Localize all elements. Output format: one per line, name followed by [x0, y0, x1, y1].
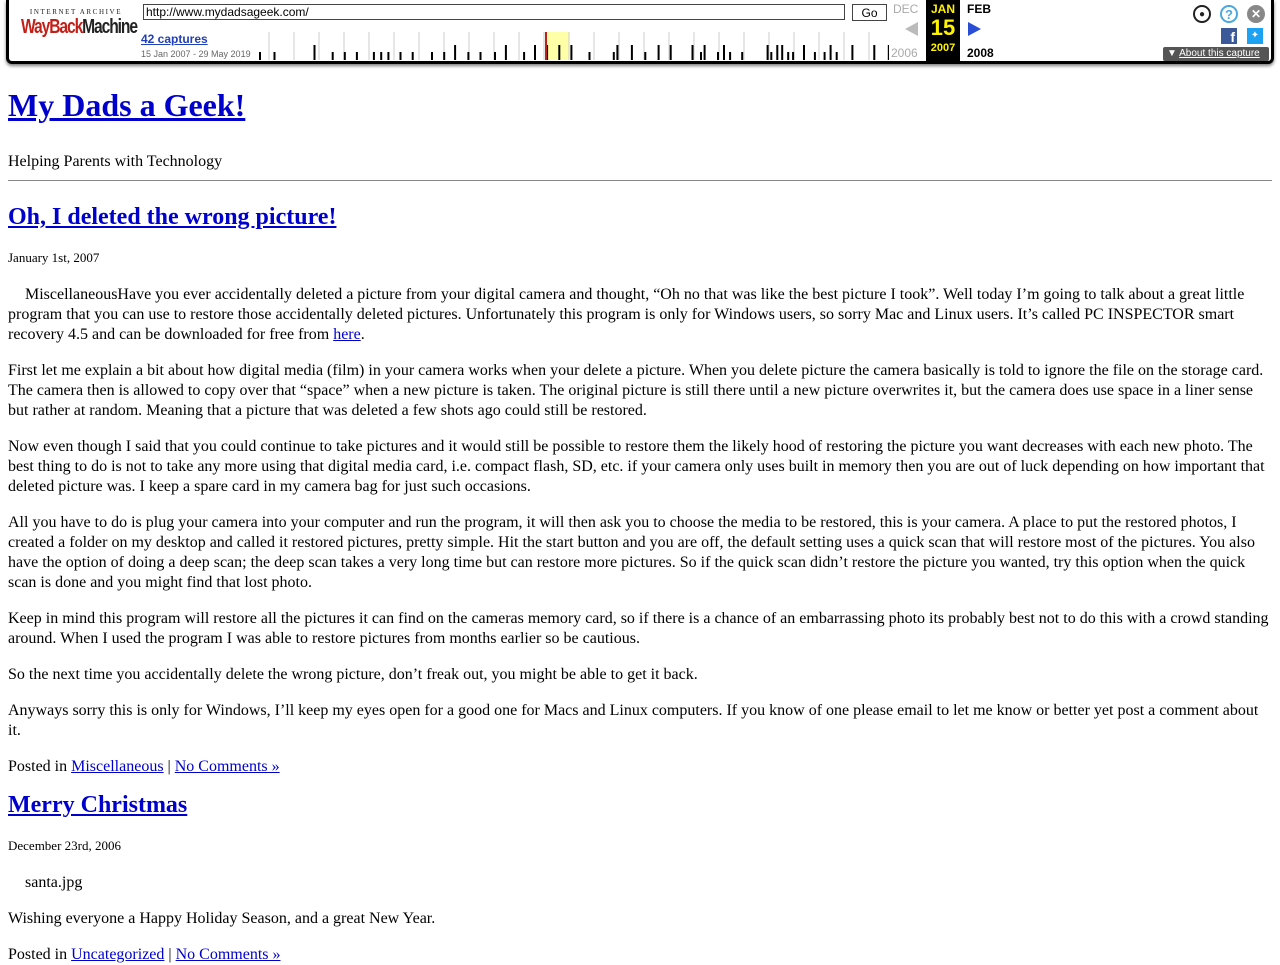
- sparkline-current-marker: [545, 32, 547, 60]
- sparkline-bar[interactable]: [700, 52, 702, 60]
- user-icon[interactable]: ●: [1193, 5, 1211, 23]
- sparkline-bar[interactable]: [644, 52, 646, 60]
- post-meta: [8, 945, 1272, 965]
- sparkline-bar[interactable]: [776, 45, 778, 60]
- header-divider: [8, 180, 1272, 181]
- post-date: December 23rd, 2006: [8, 838, 121, 853]
- sparkline-bar[interactable]: [767, 45, 769, 60]
- next-year-label[interactable]: 2008: [967, 46, 994, 60]
- sparkline-bar[interactable]: [836, 52, 838, 60]
- post-paragraph-end: .: [360, 326, 365, 343]
- sparkline-bar[interactable]: [356, 52, 358, 60]
- post-image-alt: santa.jpg: [25, 874, 83, 891]
- post-title: [8, 203, 1272, 231]
- meta-separator: |: [164, 946, 176, 963]
- post-date: January 1st, 2007: [8, 250, 100, 265]
- sparkline-bar[interactable]: [729, 52, 731, 60]
- about-capture-button[interactable]: ▼ About this capture: [1163, 47, 1269, 61]
- sparkline-bar[interactable]: [814, 52, 816, 60]
- sparkline-bar[interactable]: [741, 52, 743, 60]
- next-month-label[interactable]: FEB: [967, 2, 991, 16]
- sparkline-bar[interactable]: [443, 52, 445, 60]
- about-capture-label: About this capture: [1179, 48, 1260, 59]
- sparkline-bar[interactable]: [467, 52, 469, 60]
- post-paragraph: [8, 873, 1272, 893]
- sparkline-bar[interactable]: [803, 45, 805, 60]
- sparkline-bar[interactable]: [781, 45, 783, 60]
- post-paragraph: [8, 285, 1272, 345]
- meta-separator: |: [163, 758, 175, 775]
- current-month: JAN: [930, 2, 955, 16]
- comments-link[interactable]: No Comments »: [174, 758, 280, 775]
- post-paragraph: So the next time you accidentally delete the wrong picture, don’t freak out, you might be able to get it back.: [8, 666, 698, 683]
- sparkline-bar[interactable]: [787, 52, 789, 60]
- blog-tagline: Helping Parents with Technology: [8, 153, 223, 170]
- sparkline-bar[interactable]: [344, 52, 346, 60]
- post-title-link[interactable]: Merry Christmas: [8, 792, 188, 818]
- sparkline-bar[interactable]: [631, 45, 633, 60]
- blog-page: [8, 70, 1272, 965]
- sparkline-bar[interactable]: [723, 45, 725, 60]
- sparkline-bar[interactable]: [412, 52, 414, 60]
- sparkline-bar[interactable]: [454, 45, 456, 60]
- sparkline-bar[interactable]: [314, 45, 316, 60]
- prev-month-label: DEC: [893, 2, 919, 16]
- comments-link[interactable]: No Comments »: [175, 946, 281, 963]
- sparkline-bar[interactable]: [589, 52, 591, 60]
- logo-internet-archive: INTERNET ARCHIVE: [29, 8, 123, 16]
- download-link[interactable]: here: [333, 326, 361, 343]
- capture-sparkline[interactable]: [259, 32, 889, 60]
- post-image-alt: Miscellaneous: [25, 286, 118, 303]
- post: [8, 791, 1272, 965]
- facebook-icon[interactable]: f: [1221, 28, 1237, 44]
- post-title-link[interactable]: Oh, I deleted the wrong picture!: [8, 204, 337, 230]
- post-paragraph: Keep in mind this program will restore all the pictures it can find on the cameras memory card, so if there is a chance of an embarrassing photo its probably best not to do this with a crowd standing around. When I used the program I was able to restore pictures from months earlier so be cautious.: [8, 610, 1269, 647]
- logo-machine: Machine: [82, 16, 137, 38]
- sparkline-bar[interactable]: [494, 52, 496, 60]
- go-button[interactable]: Go: [852, 4, 887, 21]
- sparkline-bar[interactable]: [873, 45, 875, 60]
- sparkline-bar[interactable]: [616, 45, 618, 60]
- current-capture-date: [926, 0, 960, 62]
- category-link[interactable]: Miscellaneous: [71, 758, 164, 775]
- logo-wayback: WayBack: [21, 16, 83, 38]
- sparkline-bar[interactable]: [704, 45, 706, 60]
- post-title: [8, 791, 1272, 819]
- next-capture-arrow-icon[interactable]: [968, 22, 981, 36]
- sparkline-bar[interactable]: [480, 52, 482, 60]
- capture-date-range: 15 Jan 2007 - 29 May 2019: [141, 49, 251, 59]
- sparkline-bar[interactable]: [380, 52, 382, 60]
- post-paragraph: First let me explain a bit about how digital media (film) in your camera works when your delete a picture. When you delete picture the camera basically is told to ignore the file on the storage card. The camera then is allowed to copy over that “space” when a new picture is taken. The original picture is still there until a new picture overwrites it, but the camera does use space in a liner sense but rather at random. Meaning that a picture that was deleted a few shots ago could still be restored.: [8, 362, 1264, 419]
- posted-in-label: Posted in: [8, 758, 72, 775]
- posted-in-label: Posted in: [8, 946, 72, 963]
- post-paragraph-text: Have you ever accidentally deleted a picture from your digital camera and thought, “Oh no that was like the best picture I took”. Well today I’m going to talk about a great little program that you can use to restore those accidentally deleted pictures. Unfortunately this program is only for Windows users, so sorry Mac and Linux users. It’s called PC INSPECTOR smart recovery 4.5 and can be downloaded for free from: [8, 286, 1245, 343]
- current-day: 15: [930, 15, 956, 40]
- post-paragraph: Anyways sorry this is only for Windows, I’ll keep my eyes open for a good one for Macs and Linux computers. If you know of one please email to let me know or better yet post a comment about it.: [8, 702, 1259, 739]
- sparkline-bar[interactable]: [332, 52, 334, 60]
- prev-capture-arrow-icon[interactable]: [905, 22, 918, 36]
- sparkline-bar[interactable]: [658, 45, 660, 60]
- sparkline-bar[interactable]: [534, 45, 536, 60]
- post-paragraph: All you have to do is plug your camera into your computer and run the program, it will then ask you to choose the media to be restored, this is your camera. A place to put the restored photos, I created a folder on my desktop and called it restored pictures, pretty simple. Hit the start button and you are off, the default setting uses a quick scan that will restore most of the pictures. You also have the option of doing a deep scan; the deep scan takes a very long time but can restore more pictures. So if the quick scan didn’t restore the picture you wanted, try this option when the quick scan is done and you might find that lost photo.: [8, 514, 1255, 591]
- sparkline-year-dividers: [269, 32, 889, 60]
- sparkline-bar[interactable]: [613, 52, 615, 60]
- blog-title-link[interactable]: My Dads a Geek!: [8, 87, 246, 123]
- logo-wayback-machine: [21, 16, 137, 38]
- sparkline-bar[interactable]: [505, 45, 507, 60]
- post-paragraph: Wishing everyone a Happy Holiday Season, and a great New Year.: [8, 910, 436, 927]
- wayback-logo[interactable]: [21, 8, 137, 52]
- twitter-icon[interactable]: ✦: [1247, 28, 1263, 44]
- sparkline-bar[interactable]: [558, 45, 560, 60]
- sparkline-bar[interactable]: [387, 52, 389, 60]
- sparkline-bar[interactable]: [792, 52, 794, 60]
- sparkline-bar[interactable]: [274, 52, 276, 60]
- sparkline-bar[interactable]: [830, 45, 832, 60]
- help-icon[interactable]: ?: [1220, 5, 1238, 23]
- sparkline-bar[interactable]: [431, 52, 433, 60]
- post-paragraph: Now even though I said that you could continue to take pictures and it would still be possible to restore them the likely hood of restoring the picture you want decreases with each new photo. The best thing to do is not to take any more using that digital media card, i.e. compact flash, SD, etc. if your camera only uses built in memory then you are out of luck depending on how important that deleted picture was. I keep a spare card in my camera bag for just such occasions.: [8, 438, 1265, 495]
- sparkline-bar[interactable]: [570, 45, 572, 60]
- sparkline-bar[interactable]: [259, 52, 261, 60]
- sparkline-current-year-highlight: [545, 32, 569, 60]
- sparkline-bar[interactable]: [888, 45, 889, 60]
- sparkline-bar[interactable]: [770, 52, 772, 60]
- sparkline-bar[interactable]: [717, 52, 719, 60]
- sparkline-bar[interactable]: [400, 52, 402, 60]
- wayback-toolbar: [6, 0, 1274, 64]
- post: [8, 203, 1272, 777]
- sparkline-bar[interactable]: [824, 52, 826, 60]
- sparkline-bar[interactable]: [373, 52, 375, 60]
- prev-year-label: 2006: [891, 46, 918, 60]
- sparkline-bar[interactable]: [851, 45, 853, 60]
- sparkline-bar[interactable]: [692, 45, 694, 60]
- captures-link[interactable]: 42 captures: [141, 32, 208, 46]
- current-year: 2007: [930, 42, 956, 54]
- sparkline-bar[interactable]: [670, 45, 672, 60]
- category-link[interactable]: Uncategorized: [71, 946, 165, 963]
- blog-title: [8, 88, 1272, 122]
- close-icon[interactable]: ✕: [1247, 5, 1265, 23]
- sparkline-bar[interactable]: [523, 52, 525, 60]
- post-meta: [8, 757, 1272, 777]
- url-input[interactable]: [143, 4, 845, 20]
